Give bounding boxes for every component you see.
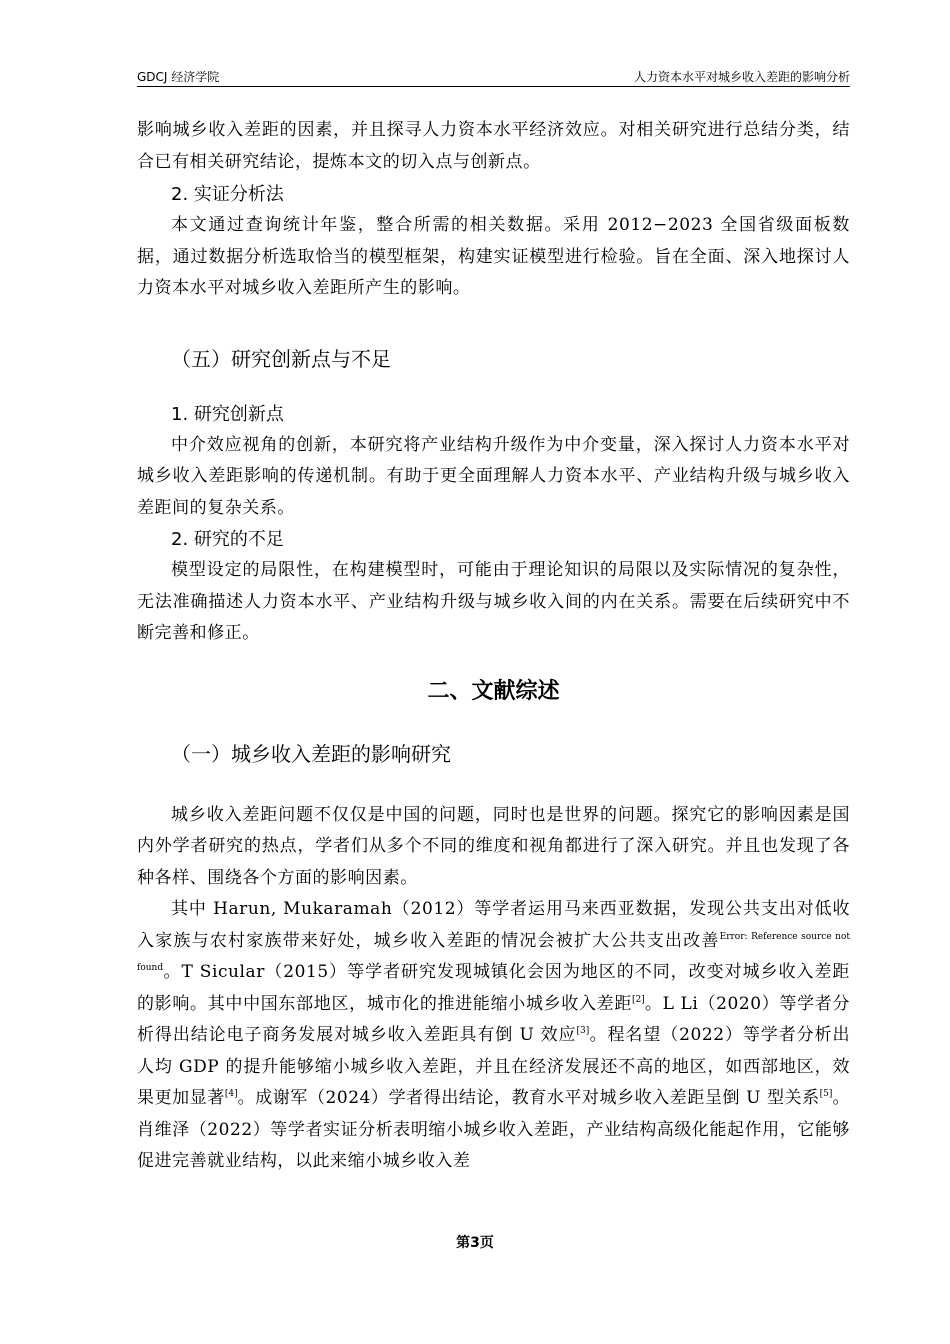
paragraph-empirical: 本文通过查询统计年鉴，整合所需的相关数据。采用 2012−2023 全国省级面板数据，通过数据分析选取恰当的模型框架，构建实证模型进行检验。旨在全面、深入地探讨人力资本水平对城乡收入差距所产生的影响。 <box>137 215 850 298</box>
section-heading-innovation: （五）研究创新点与不足 <box>171 346 391 371</box>
chapter-heading: 二、文献综述 <box>427 678 560 704</box>
header-right: 人力资本水平对城乡收入差距的影响分析 <box>633 70 850 84</box>
text-segment: 。成谢军（2024）学者得出结论，教育水平对城乡收入差距呈倒 U 型关系 <box>237 1088 820 1108</box>
page-header <box>137 66 850 87</box>
citation-error: Error: Reference source not found <box>137 931 850 973</box>
header-left: GDCJ 经济学院 <box>137 70 220 84</box>
citation-4: [4] <box>224 1089 238 1099</box>
subheading-shortcomings: 2. 研究的不足 <box>171 529 284 550</box>
paragraph-shortcomings: 模型设定的局限性，在构建模型时，可能由于理论知识的局限以及实际情况的复杂性，无法准确描述人力资本水平、产业结构升级与城乡收入间的内在关系。需要在后续研究中不断完善和修正。 <box>137 560 850 643</box>
paragraph-method-intro: 影响城乡收入差距的因素，并且探寻人力资本水平经济效应。对相关研究进行总结分类，结合已有相关研究结论，提炼本文的切入点与创新点。 <box>137 120 850 172</box>
subheading-empirical: 2. 实证分析法 <box>171 184 284 205</box>
paragraph-literature-review <box>137 894 850 1178</box>
citation-2: [2] <box>632 994 645 1005</box>
citation-3: [3] <box>576 1026 590 1036</box>
text-segment: 其中 Harun, Mukaramah（2012）等学者运用马来西亚数据，发现公共支出对低收入家族与农村家族带来好处，城乡收入差距的情况会被扩大公共支出改善 <box>137 899 850 951</box>
text-segment: 。程名望（2022）等学者分析出人均 GDP 的提升能够缩小城乡收入差距，并且在经济发展还不高的地区，如西部地区，效果更加显著 <box>137 1025 850 1108</box>
paragraph-intro-literature: 城乡收入差距问题不仅仅是中国的问题，同时也是世界的问题。探究它的影响因素是国内外学者研究的热点，学者们从多个不同的维度和视角都进行了深入研究。并且也发现了各种各样、围绕各个方面的影响因素。 <box>137 804 850 888</box>
subheading-innovation: 1. 研究创新点 <box>171 403 284 425</box>
citation-5: [5] <box>819 1089 833 1099</box>
page-number: 第3页 <box>456 1235 494 1251</box>
section-heading-impact: （一）城乡收入差距的影响研究 <box>171 741 451 766</box>
paragraph-innovation: 中介效应视角的创新，本研究将产业结构升级作为中介变量，深入探讨人力资本水平对城乡收入差距影响的传递机制。有助于更全面理解人力资本水平、产业结构升级与城乡收入差距间的复杂关系。 <box>137 434 850 518</box>
text-segment: 。肖维泽（2022）等学者实证分析表明缩小城乡收入差距，产业结构高级化能起作用，它能够促进完善就业结构，以此来缩小城乡收入差 <box>137 1088 850 1171</box>
text-segment: 。L Li（2020）等学者分析得出结论电子商务发展对城乡收入差距具有倒 U 效应 <box>137 993 850 1045</box>
page-content <box>137 115 850 1178</box>
text-segment: 。T Sicular（2015）等学者研究发现城镇化会因为地区的不同，改变对城乡收入差距的影响。其中中国东部地区，城市化的推进能缩小城乡收入差距 <box>137 962 850 1014</box>
